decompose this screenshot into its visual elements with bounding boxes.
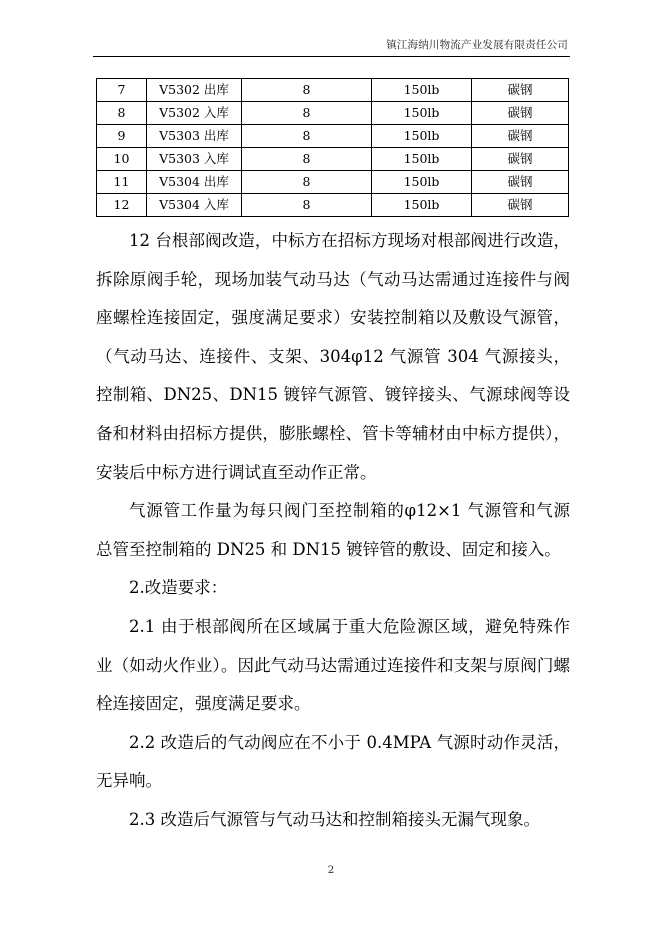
cell-material: 碳钢: [472, 171, 569, 194]
cell-name: V5304 入库: [147, 194, 242, 217]
cell-rating: 150lb: [372, 79, 472, 102]
header-company-name: 镇江海纳川物流产业发展有限责任公司: [386, 39, 568, 51]
cell-name: V5302 入库: [147, 102, 242, 125]
table-row: [97, 148, 569, 171]
cell-name: V5303 出库: [147, 125, 242, 148]
cell-name: V5303 入库: [147, 148, 242, 171]
paragraph-valve-retrofit: 12 台根部阀改造，中标方在招标方现场对根部阀进行改造，拆除原阀手轮，现场加装气动马达（气动马达需通过连接件与阀座螺栓连接固定，强度满足要求）安装控制箱以及敷设气源管，（气动马达、连接件、支架、304φ12 气源管 304 气源接头，控制箱、DN25、DN15 镀锌气源管、镀锌接头、气源球阀等设备和材料由招标方提供，膨胀螺栓、管卡等辅材由中标方提供），安装后中标方进行调试直至动作正常。: [96, 231, 570, 482]
table-row: [97, 125, 569, 148]
cell-qty: 8: [242, 125, 372, 148]
cell-no: 12: [97, 194, 147, 217]
cell-rating: 150lb: [372, 171, 472, 194]
cell-material: 碳钢: [472, 148, 569, 171]
cell-name: V5304 出库: [147, 171, 242, 194]
cell-qty: 8: [242, 194, 372, 217]
cell-material: 碳钢: [472, 102, 569, 125]
paragraph-requirement-2-1: 2.1 由于根部阀所在区域属于重大危险源区域，避免特殊作业（如动火作业）。因此气动马达需通过连接件和支架与原阀门螺栓连接固定，强度满足要求。: [96, 616, 570, 714]
table-row: [97, 79, 569, 102]
cell-material: 碳钢: [472, 194, 569, 217]
cell-rating: 150lb: [372, 125, 472, 148]
valve-table-body: [97, 79, 569, 217]
cell-rating: 150lb: [372, 148, 472, 171]
cell-material: 碳钢: [472, 125, 569, 148]
paragraph-requirement-2-2: 2.2 改造后的气动阀应在不小于 0.4MPA 气源时动作灵活，无异响。: [96, 732, 570, 791]
page-header: [93, 38, 570, 57]
cell-no: 9: [97, 125, 147, 148]
cell-qty: 8: [242, 171, 372, 194]
table-row: [97, 171, 569, 194]
document-body: [96, 222, 570, 840]
cell-qty: 8: [242, 79, 372, 102]
cell-no: 11: [97, 171, 147, 194]
cell-qty: 8: [242, 102, 372, 125]
cell-no: 7: [97, 79, 147, 102]
cell-qty: 8: [242, 148, 372, 171]
cell-no: 8: [97, 102, 147, 125]
valve-table: [96, 78, 569, 217]
cell-rating: 150lb: [372, 194, 472, 217]
paragraph-requirement-2-3: 2.3 改造后气源管与气动马达和控制箱接头无漏气现象。: [129, 809, 540, 829]
cell-no: 10: [97, 148, 147, 171]
table-row: [97, 194, 569, 217]
page-number: 2: [327, 864, 335, 876]
table-row: [97, 102, 569, 125]
paragraph-air-pipe-scope: 气源管工作量为每只阀门至控制箱的φ12×1 气源管和气源总管至控制箱的 DN25 和 DN15 镀锌管的敷设、固定和接入。: [96, 501, 570, 559]
cell-material: 碳钢: [472, 79, 569, 102]
cell-rating: 150lb: [372, 102, 472, 125]
cell-name: V5302 出库: [147, 79, 242, 102]
paragraph-requirements-heading: 2.改造要求：: [129, 578, 228, 598]
header-divider: [93, 56, 570, 57]
